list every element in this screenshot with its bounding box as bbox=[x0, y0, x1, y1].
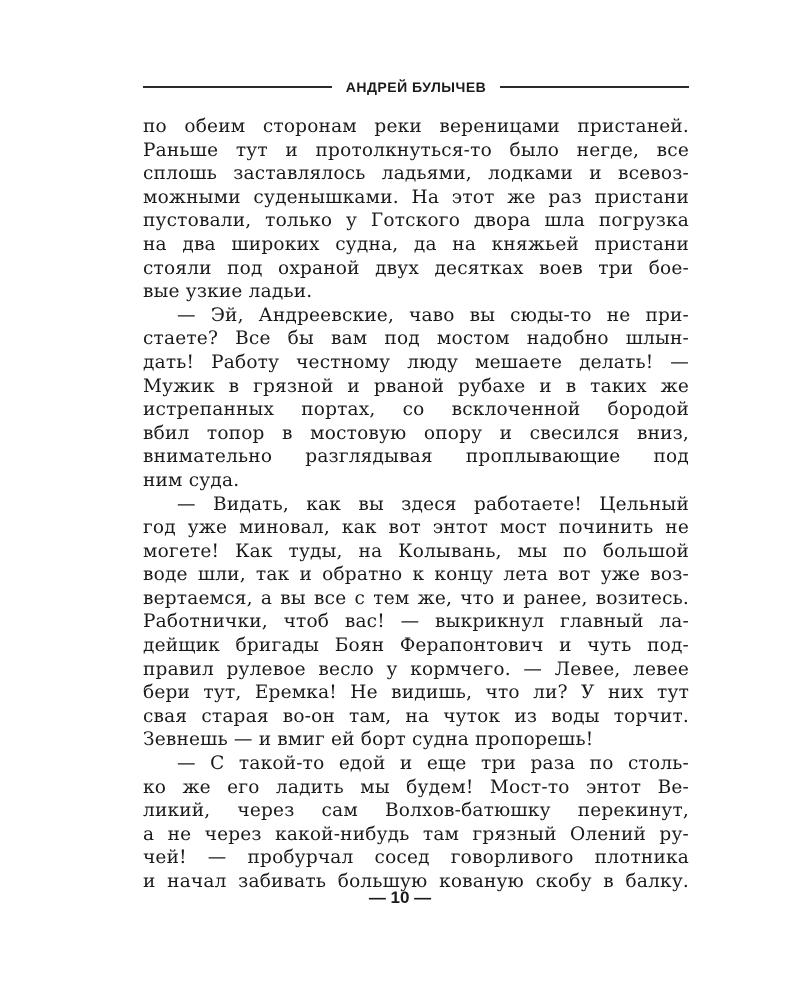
text-line: ко же его ладить мы будем! Мост-то энтот Ве- bbox=[143, 776, 689, 798]
text-line: Раньше тут и протолкнуться-то было негде, все bbox=[143, 139, 689, 161]
text-line: правил рулевое весло у кормчего. — Левее, левее bbox=[143, 658, 689, 680]
text-line: по обеим сторонам реки вереницами пристаней. bbox=[143, 116, 689, 137]
text-line: — Видать, как вы здеся работаете! Цельный bbox=[177, 493, 689, 515]
text-line: внимательно разглядывая проплывающие под bbox=[143, 446, 689, 468]
text-line: ликий, через сам Волхов-батюшку перекинут, bbox=[143, 800, 689, 822]
text-line: год уже миновал, как вот энтот мост починить не bbox=[143, 517, 689, 539]
header-rule-right bbox=[500, 86, 689, 88]
text-line: Работнички, чтоб вас! — выкрикнул главный ла- bbox=[143, 611, 689, 633]
text-line: вые узкие ладьи. bbox=[143, 281, 313, 303]
text-line: вертаемся, а вы все с тем же, что и ранее, возитесь. bbox=[143, 587, 689, 609]
text-line: Мужик в грязной и рваной рубахе и в таких же bbox=[143, 375, 689, 397]
text-line: — С такой-то едой и еще три раза по столь- bbox=[177, 753, 689, 775]
text-line: могете! Как туды, на Колывань, мы по большой bbox=[143, 540, 689, 562]
text-line: дейщик бригады Боян Ферапонтович и чуть под- bbox=[143, 635, 689, 657]
text-line: стаете? Все бы вам под мостом надобно шлын- bbox=[143, 328, 689, 350]
text-line: истрепанных портах, со всклоченной бородой bbox=[143, 399, 689, 421]
text-line: вбил топор в мостовую опору и свесился вниз, bbox=[143, 422, 689, 444]
running-header bbox=[143, 72, 689, 102]
text-line: пустовали, только у Готского двора шла погрузка bbox=[143, 210, 689, 232]
text-line: можными суденышками. На этот же раз пристани bbox=[143, 186, 689, 208]
text-line: воде шли, так и обратно к концу лета вот уже воз- bbox=[143, 564, 689, 586]
text-line: на два широких судна, да на княжьей пристани bbox=[143, 233, 689, 255]
text-line: сплошь заставлялось ладьями, лодками и всевоз- bbox=[143, 163, 689, 185]
text-line: Зевнешь — и вмиг ей борт судна пропорешь! bbox=[143, 729, 594, 751]
text-line: чей! — пробурчал сосед говорливого плотника bbox=[143, 847, 689, 869]
text-line: ним суда. bbox=[143, 469, 240, 491]
header-rule-left bbox=[143, 86, 332, 88]
text-line: свая старая во-он там, на чуток из воды торчит. bbox=[143, 705, 689, 727]
text-line: и начал забивать большую кованую скобу в балку. bbox=[143, 871, 689, 892]
text-line: а не через какой-нибудь там грязный Олений ру- bbox=[143, 823, 689, 845]
text-line: бери тут, Еремка! Не видишь, что ли? У них тут bbox=[143, 682, 689, 704]
author-name: АНДРЕЙ БУЛЫЧЕВ bbox=[345, 79, 487, 95]
text-line: стояли под охраной двух десятках воев три бое- bbox=[143, 257, 689, 279]
page-number: — 10 — bbox=[368, 888, 432, 907]
text-line: — Эй, Андреевские, чаво вы сюды-то не при- bbox=[177, 304, 689, 326]
text-line: дать! Работу честному люду мешаете делать! — bbox=[143, 351, 689, 373]
page-text bbox=[143, 115, 689, 894]
